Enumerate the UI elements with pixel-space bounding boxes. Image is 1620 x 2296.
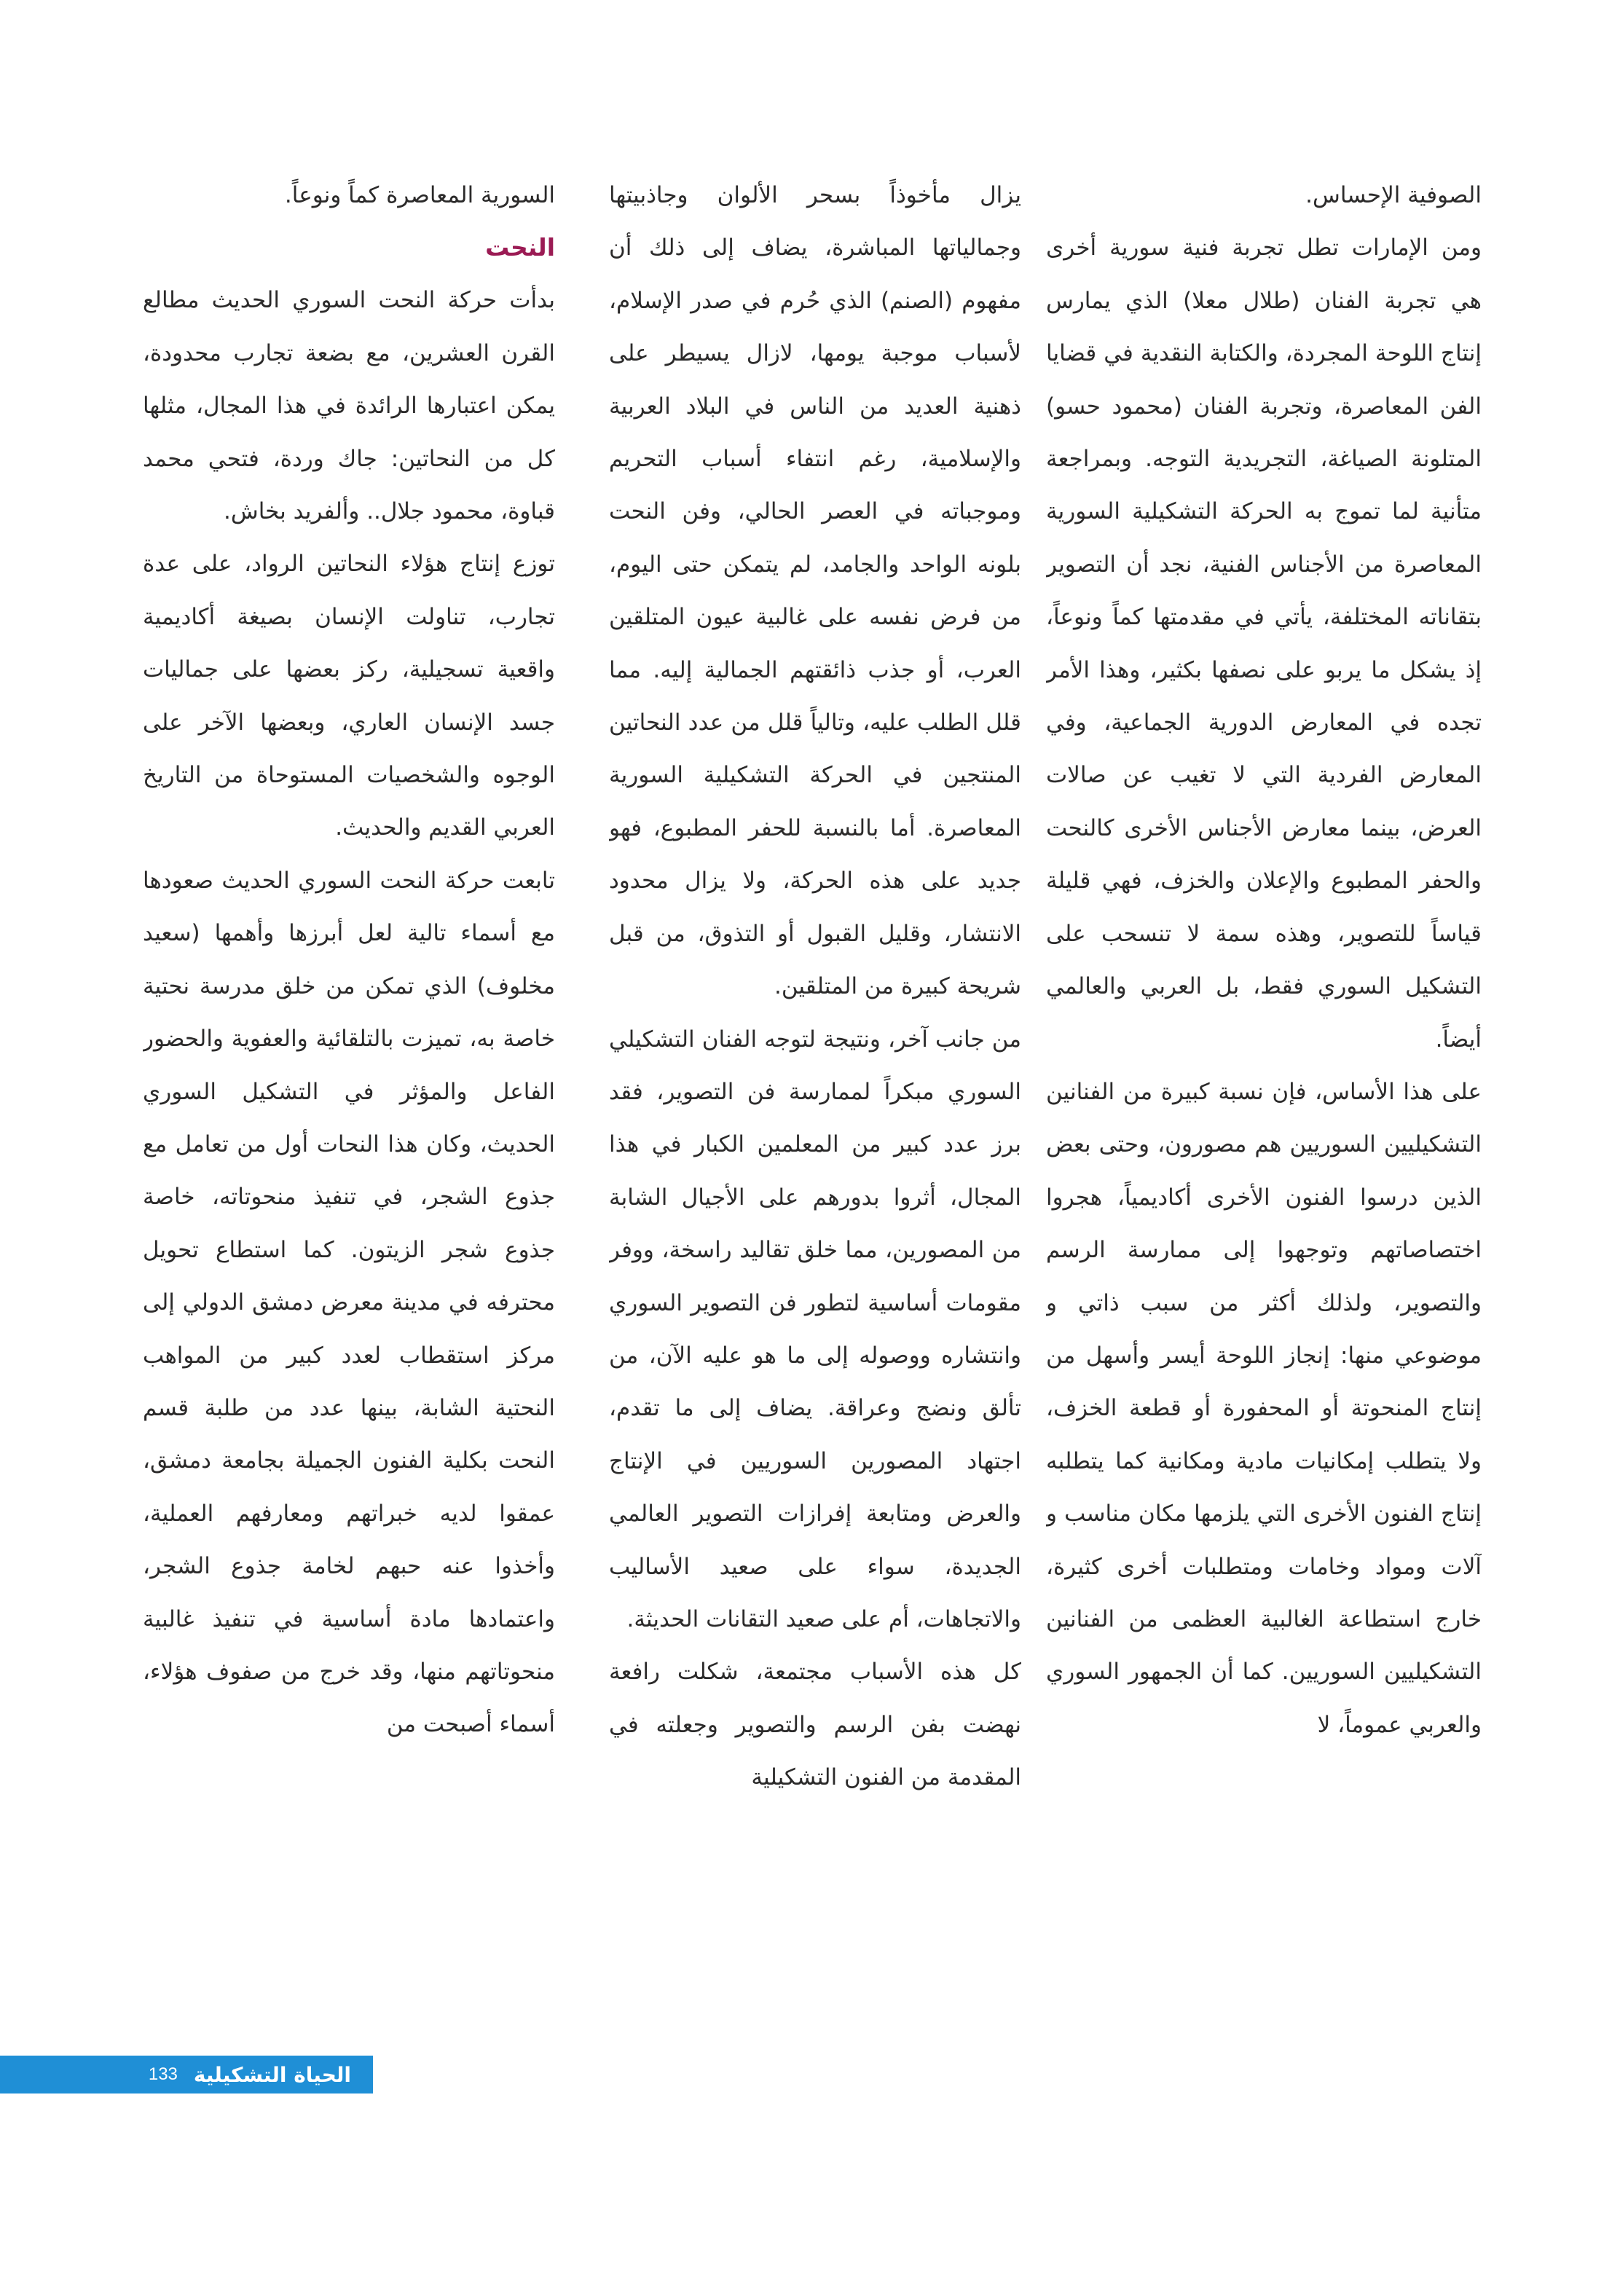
paragraph: الصوفية الإحساس. xyxy=(1305,182,1482,208)
magazine-title: الحياة التشكيلية xyxy=(193,2062,351,2087)
section-title-sculpture: النحت xyxy=(485,233,555,262)
article-column-right xyxy=(1046,169,1482,2019)
article-column-middle xyxy=(609,169,1021,2019)
paragraph: تابعت حركة النحت السوري الحديث صعودها مع أسماء تالية لعل أبرزها وأهمها (سعيد مخلوف) الذي تمكن من خلق مدرسة نحتية خاصة به، تميزت بالتلقائية والعفوية والحضور الفاعل والمؤثر في التشكيل السوري الحديث، وكان هذا النحات أول من تعامل مع جذوع الشجر، في تنفيذ منحوتاته، خاصة جذوع شجر الزيتون. كما استطاع تحويل محترفه في مدينة معرض دمشق الدولي إلى مركز استقطاب لعدد كبير من المواهب النحتية الشابة، بينها عدد من طلبة قسم النحت بكلية الفنون الجميلة بجامعة دمشق، عمقوا لديه خبراتهم ومعارفهم العملية، وأخذوا عنه حبهم لخامة جذوع الشجر، واعتمادها مادة أساسية في تنفيذ غالبية منحوتاتهم منها، وقد خرج من صفوف هؤلاء، أسماء أصبحت من xyxy=(143,867,555,1738)
paragraph: من جانب آخر، ونتيجة لتوجه الفنان التشكيلي السوري مبكراً لممارسة فن التصوير، فقد برز عدد كبير من المعلمين الكبار في هذا المجال، أثروا بدورهم على الأجيال الشابة من المصورين، مما خلق تقاليد راسخة، ووفر مقومات أساسية لتطور فن التصوير السوري وانتشاره ووصوله إلى ما هو عليه الآن، من تألق ونضج وعراقة. يضاف إلى ما تقدم، اجتهاد المصورين السوريين في الإنتاج والعرض ومتابعة إفرازات التصوير العالمي الجديدة، سواء على صعيد الأساليب والاتجاهات، أم على صعيد التقانات الحديثة. xyxy=(609,1026,1021,1632)
paragraph: السورية المعاصرة كماً ونوعاً. xyxy=(284,182,555,208)
paragraph: كل هذه الأسباب مجتمعة، شكلت رافعة نهضت بفن الرسم والتصوير وجعلته في المقدمة من الفنون التشكيلية xyxy=(609,1659,1021,1791)
paragraph: ومن الإمارات تطل تجربة فنية سورية أخرى هي تجربة الفنان (طلال معلا) الذي يمارس إنتاج اللوحة المجردة، والكتابة النقدية في قضايا الفن المعاصرة، وتجربة الفنان (محمود حسو) المتلونة الصياغة، التجريدية التوجه. وبمراجعة متأنية لما تموج به الحركة التشكيلية السورية المعاصرة من الأجناس الفنية، نجد أن التصوير بتقاناته المختلفة، يأتي في مقدمتها كماً ونوعاً، إذ يشكل ما يربو على نصفها بكثير، وهذا الأمر تجده في المعارض الدورية الجماعية، وفي المعارض الفردية التي لا تغيب عن صالات العرض، بينما معارض الأجناس الأخرى كالنحت والحفر المطبوع والإعلان والخزف، فهي قليلة قياساً للتصوير، وهذه سمة لا تنسحب على التشكيل السوري فقط، بل العربي والعالمي أيضاً. xyxy=(1046,235,1482,1053)
page-footer-bar xyxy=(0,2056,373,2093)
paragraph: بدأت حركة النحت السوري الحديث مطالع القرن العشرين، مع بضعة تجارب محدودة، يمكن اعتبارها الرائدة في هذا المجال، مثلها كل من النحاتين: جاك وردة، فتحي محمد قباوة، محمود جلال.. وألفريد بخاش. xyxy=(143,287,555,525)
paragraph: يزال مأخوذاً بسحر الألوان وجاذبيتها وجمالياتها المباشرة، يضاف إلى ذلك أن مفهوم (الصنم) الذي حُرم في صدر الإسلام، لأسباب موجبة يومها، لازال يسيطر على ذهنية العديد من الناس في البلاد العربية والإسلامية، رغم انتفاء أسباب التحريم وموجباته في العصر الحالي، وفن النحت بلونه الواحد والجامد، لم يتمكن حتى اليوم، من فرض نفسه على غالبية عيون المتلقين العرب، أو جذب ذائقتهم الجمالية إليه. مما قلل الطلب عليه، وتالياً قلل من عدد النحاتين المنتجين في الحركة التشكيلية السورية المعاصرة. أما بالنسبة للحفر المطبوع، فهو جديد على هذه الحركة، ولا يزال محدود الانتشار، وقليل القبول أو التذوق، من قبل شريحة كبيرة من المتلقين. xyxy=(609,182,1021,1000)
paragraph: على هذا الأساس، فإن نسبة كبيرة من الفنانين التشكيليين السوريين هم مصورون، وحتى بعض الذين درسوا الفنون الأخرى أكاديمياً، هجروا اختصاصاتهم وتوجهوا إلى ممارسة الرسم والتصوير، ولذلك أكثر من سبب ذاتي و موضوعي منها: إنجاز اللوحة أيسر وأسهل من إنتاج المنحوتة أو المحفورة أو قطعة الخزف، ولا يتطلب إمكانيات مادية ومكانية كما يتطلبه إنتاج الفنون الأخرى التي يلزمها مكان مناسب و آلات ومواد وخامات ومتطلبات أخرى كثيرة، خارج استطاعة الغالبية العظمى من الفنانين التشكيليين السوريين. كما أن الجمهور السوري والعربي عموماً، لا xyxy=(1046,1078,1482,1738)
paragraph: توزع إنتاج هؤلاء النحاتين الرواد، على عدة تجارب، تناولت الإنسان بصيغة أكاديمية واقعية تسجيلية، ركز بعضها على جماليات جسد الإنسان العاري، وبعضها الآخر على الوجوه والشخصيات المستوحاة من التاريخ العربي القديم والحديث. xyxy=(143,551,555,841)
article-column-left xyxy=(143,169,555,2019)
page-number: 133 xyxy=(148,2064,178,2084)
